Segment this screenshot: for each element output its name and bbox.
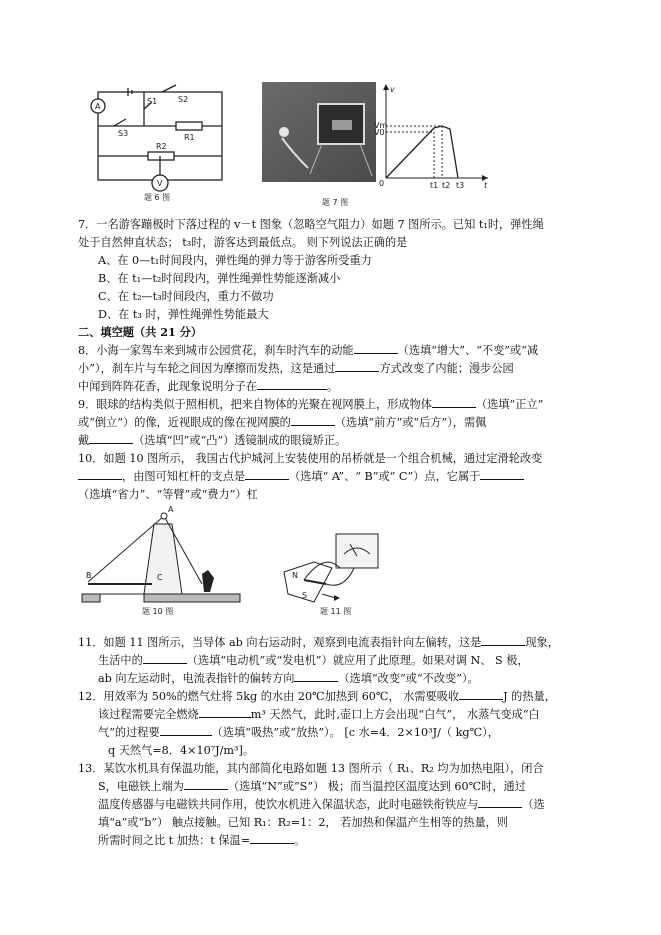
fig10-caption: 题 10 图 xyxy=(142,607,174,616)
q8-line1 xyxy=(78,342,538,360)
q10-blank-2[interactable] xyxy=(245,468,289,480)
q9-text-2b: （选填“前方”或“后方”），需佩 xyxy=(334,416,487,429)
fig11-caption: 题 11 图 xyxy=(320,607,352,616)
q7-option-a: A、在 0—t₁时间段内，弹性绳的弹力等于游客所受重力 xyxy=(98,254,372,267)
q12-text-2a: 该过程需要完全燃烧 xyxy=(98,708,199,721)
figure-11-induction xyxy=(274,532,384,616)
q9-line3 xyxy=(78,432,346,450)
ammeter-label: A xyxy=(95,102,101,111)
r2-label: R2 xyxy=(156,142,167,151)
q8-blank-2[interactable] xyxy=(335,360,379,372)
q8-text-2a: 小”），刹车片与车轮之间因为摩擦而发热，这是通过 xyxy=(78,362,336,375)
q10-line3: （选填“省力”、“等臂”或“费力”）杠 xyxy=(78,488,258,501)
q11-line3 xyxy=(98,670,479,688)
s2-label: S2 xyxy=(178,95,189,104)
origin-label: 0 xyxy=(379,179,385,188)
q8-line3 xyxy=(78,378,338,396)
q9-blank-1[interactable] xyxy=(432,396,476,408)
fig6-caption: 题 6 图 xyxy=(144,193,171,202)
vm-label: Vm xyxy=(374,121,388,130)
fig11-north: N xyxy=(292,571,298,580)
r1-label: R1 xyxy=(184,133,195,142)
q8-text-1b: （选填“增大”、“不变”或“减 xyxy=(397,344,539,357)
fig10-point-b: B xyxy=(86,571,92,580)
q13-blank-2[interactable] xyxy=(478,796,522,808)
q7-option-b: B、在 t₁—t₂时间段内，弹性绳弹性势能逐渐减小 xyxy=(98,272,341,285)
q11-line2 xyxy=(98,652,529,670)
figure-7-photo xyxy=(262,82,376,182)
q10-line2 xyxy=(78,468,524,486)
s1-label: S1 xyxy=(147,97,158,106)
q12-blank-1[interactable] xyxy=(459,688,503,700)
fig7-caption-wrap xyxy=(320,196,380,208)
q12-text-3b: （选填“吸热”或“放热”）。 [c 水=4．2×10³J/（ kg℃）， xyxy=(211,726,499,739)
q8-text-1a: 8．小海一家驾车来到城市公园赏花，刹车时汽车的动能 xyxy=(78,344,354,357)
q11-text-1a: 11．如题 11 图所示，当导体 ab 向右运动时，观察到电流表指针向左偏转，这是 xyxy=(78,636,482,649)
q9-text-1a: 9．眼球的结构类似于照相机，把来自物体的光聚在视网膜上，形成物体 xyxy=(78,398,432,411)
q8-blank-3[interactable] xyxy=(257,378,327,390)
q10-blank-3[interactable] xyxy=(480,468,524,480)
q13-line1: 13．某饮水机具有保温功能，其内部简化电路如题 13 图所示（ R₁、R₂ 均为加热电阻），闭合 xyxy=(78,762,544,775)
q8-line2 xyxy=(78,360,514,378)
q9-line1 xyxy=(78,396,543,414)
q9-blank-2[interactable] xyxy=(291,414,335,426)
q9-text-2a: 或“倒立”）的像，近视眼成的像在视网膜的 xyxy=(78,416,291,429)
fig7-caption: 题 7 图 xyxy=(322,198,349,207)
q12-text-2b: m³ 天然气，此时,壶口上方会出现“白气”， 水蒸气变成“白 xyxy=(250,708,540,721)
q13-text-5b: 。 xyxy=(294,834,306,847)
q12-blank-3[interactable] xyxy=(160,724,212,736)
s3-label: S3 xyxy=(118,129,129,138)
q12-text-1a: 12．用效率为 50%的燃气灶将 5kg 的水由 20℃加热到 60℃， 水需要吸收 xyxy=(78,690,460,703)
q13-line3 xyxy=(98,796,545,814)
q7-option-c: C、在 t₂—t₃时间段内，重力不做功 xyxy=(98,290,274,303)
q13-blank-1[interactable] xyxy=(184,778,228,790)
q10-blank-1[interactable] xyxy=(78,468,122,480)
t1-label: t1 xyxy=(430,181,439,190)
q12-text-3a: 气”的过程要 xyxy=(98,726,160,739)
q13-text-3b: （选 xyxy=(522,798,545,811)
q8-text-2b: 方式改变了内能；漫步公园 xyxy=(379,362,514,375)
q11-text-2a: 生活中的 xyxy=(98,654,143,667)
q11-text-3a: ab 向左运动时，电流表指针的偏转方向 xyxy=(98,672,295,685)
v-axis-label: v xyxy=(390,85,395,94)
q9-blank-3[interactable] xyxy=(89,432,133,444)
fig10-point-a: A xyxy=(168,505,174,514)
t-axis-label: t xyxy=(484,181,488,190)
voltmeter-label: V xyxy=(157,179,163,188)
t3-label: t3 xyxy=(456,181,465,190)
q13-text-3a: 温度传感器与电磁铁共同作用，使饮水机进入保温状态，此时电磁铁衔铁应与 xyxy=(98,798,479,811)
q13-text-2b: （选填“N”或“S”） 极；而当温控区温度达到 60℃时，通过 xyxy=(227,780,526,793)
q12-line2 xyxy=(98,706,540,724)
q7-stem-line1: 7．一名游客蹦极时下落过程的 v－t 图象（忽略空气阻力）如题 7 图所示。已知 t₁时，弹性绳 xyxy=(78,218,544,231)
q11-blank-1[interactable] xyxy=(481,634,525,646)
figure-10-drawbridge xyxy=(82,504,242,616)
q9-text-3a: 戴 xyxy=(78,434,90,447)
q8-text-3b: 。 xyxy=(327,380,339,393)
fig11-south: S xyxy=(302,591,308,600)
q13-line2 xyxy=(98,778,526,796)
q10-text-2a: ，由图可知杠杆的支点是 xyxy=(122,470,246,483)
q7-option-d: D、在 t₃ 时，弹性绳弹性势能最大 xyxy=(98,308,269,321)
q10-line1: 10．如题 10 图所示， 我国古代护城河上安装使用的吊桥就是一个组合机械，通过定滑轮改变 xyxy=(78,452,543,465)
q13-blank-3[interactable] xyxy=(250,832,294,844)
q8-blank-1[interactable] xyxy=(354,342,398,354)
t2-label: t2 xyxy=(442,181,451,190)
q12-line4: q 天然气=8．4×10⁷J/m³]。 xyxy=(108,744,255,757)
q13-text-2a: S，电磁铁上端为 xyxy=(98,780,184,793)
q11-blank-2[interactable] xyxy=(143,652,187,664)
figure-6-circuit xyxy=(84,82,234,202)
q11-blank-3[interactable] xyxy=(294,670,338,682)
q11-line1 xyxy=(78,634,559,652)
q8-text-3a: 中闻到阵阵花香，此现象说明分子在 xyxy=(78,380,258,393)
v0-label: V0 xyxy=(374,128,385,137)
q12-blank-2[interactable] xyxy=(199,706,251,718)
q13-line4: 填“a”或“b”） 触点接触。已知 R₁：R₂=1：2， 若加热和保温产生相等的热量，则 xyxy=(98,816,509,829)
q9-line2 xyxy=(78,414,486,432)
q11-text-3b: （选填“改变”或“不改变”）。 xyxy=(338,672,479,685)
q12-line1 xyxy=(78,688,556,706)
section-heading: 二、填空题（共 21 分） xyxy=(78,325,203,339)
q13-line5 xyxy=(98,832,305,850)
q9-text-1b: （选填“正立” xyxy=(475,398,544,411)
q10-text-2b: （选填“ A”、“ B”或“ C”）点，它属于 xyxy=(289,470,481,483)
q11-text-2b: （选填“电动机”或“发电机”）就应用了此原理。如果对调 N、 S 极， xyxy=(186,654,529,667)
q12-text-1b: J 的热量， xyxy=(503,690,556,703)
figure-7-vt-graph xyxy=(376,82,494,192)
q12-line3 xyxy=(98,724,499,742)
q7-stem-line2: 处于自然伸直状态； t₃时，游客达到最低点。 则下列说法正确的是 xyxy=(78,236,408,249)
q9-text-3b: （选填“凹”或“凸”）透镜制成的眼镜矫正。 xyxy=(133,434,347,447)
fig10-point-c: C xyxy=(157,573,163,582)
q13-text-5a: 所需时间之比 t 加热：t 保温= xyxy=(98,834,251,847)
q11-text-1b: 现象， xyxy=(525,636,559,649)
